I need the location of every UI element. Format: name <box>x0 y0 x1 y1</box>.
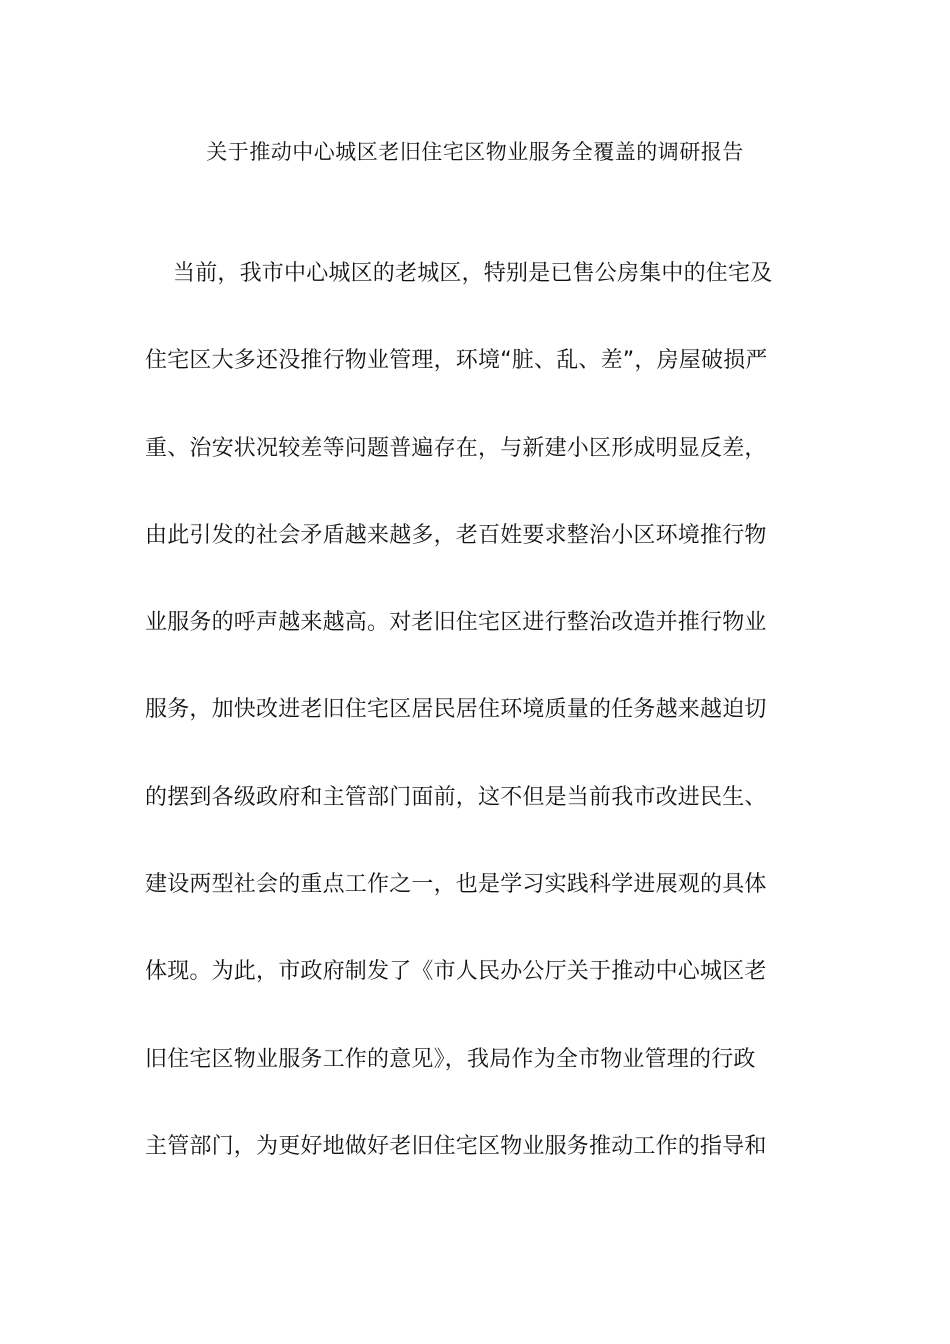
paragraph-line: 主管部门，为更好地做好老旧住宅区物业服务推动工作的指导和 <box>145 1133 767 1159</box>
paragraph-line: 旧住宅区物业服务工作的意见》，我局作为全市物业管理的行政 <box>145 1046 756 1072</box>
paragraph-line: 住宅区大多还没推行物业管理，环境“脏、乱、差”，房屋破损严 <box>145 348 768 374</box>
paragraph-line: 重、治安状况较差等问题普遍存在，与新建小区形成明显反差， <box>145 435 767 461</box>
document-body <box>145 254 825 1214</box>
paragraph-line: 由此引发的社会矛盾越来越多，老百姓要求整治小区环境推行物 <box>145 522 767 548</box>
paragraph-line: 当前，我市中心城区的老城区，特别是已售公房集中的住宅及 <box>173 261 773 286</box>
paragraph-line: 的摆到各级政府和主管部门面前，这不但是当前我市改进民生、 <box>145 784 767 810</box>
paragraph-line: 建设两型社会的重点工作之一，也是学习实践科学进展观的具体 <box>145 872 767 898</box>
paragraph-line: 业服务的呼声越来越高。对老旧住宅区进行整治改造并推行物业 <box>145 610 767 636</box>
document-title: 关于推动中心城区老旧住宅区物业服务全覆盖的调研报告 <box>206 140 744 164</box>
paragraph-line: 体现。为此，市政府制发了《市人民办公厅关于推动中心城区老 <box>145 959 767 985</box>
paragraph-line: 服务，加快改进老旧住宅区居民居住环境质量的任务越来越迫切 <box>145 697 767 723</box>
